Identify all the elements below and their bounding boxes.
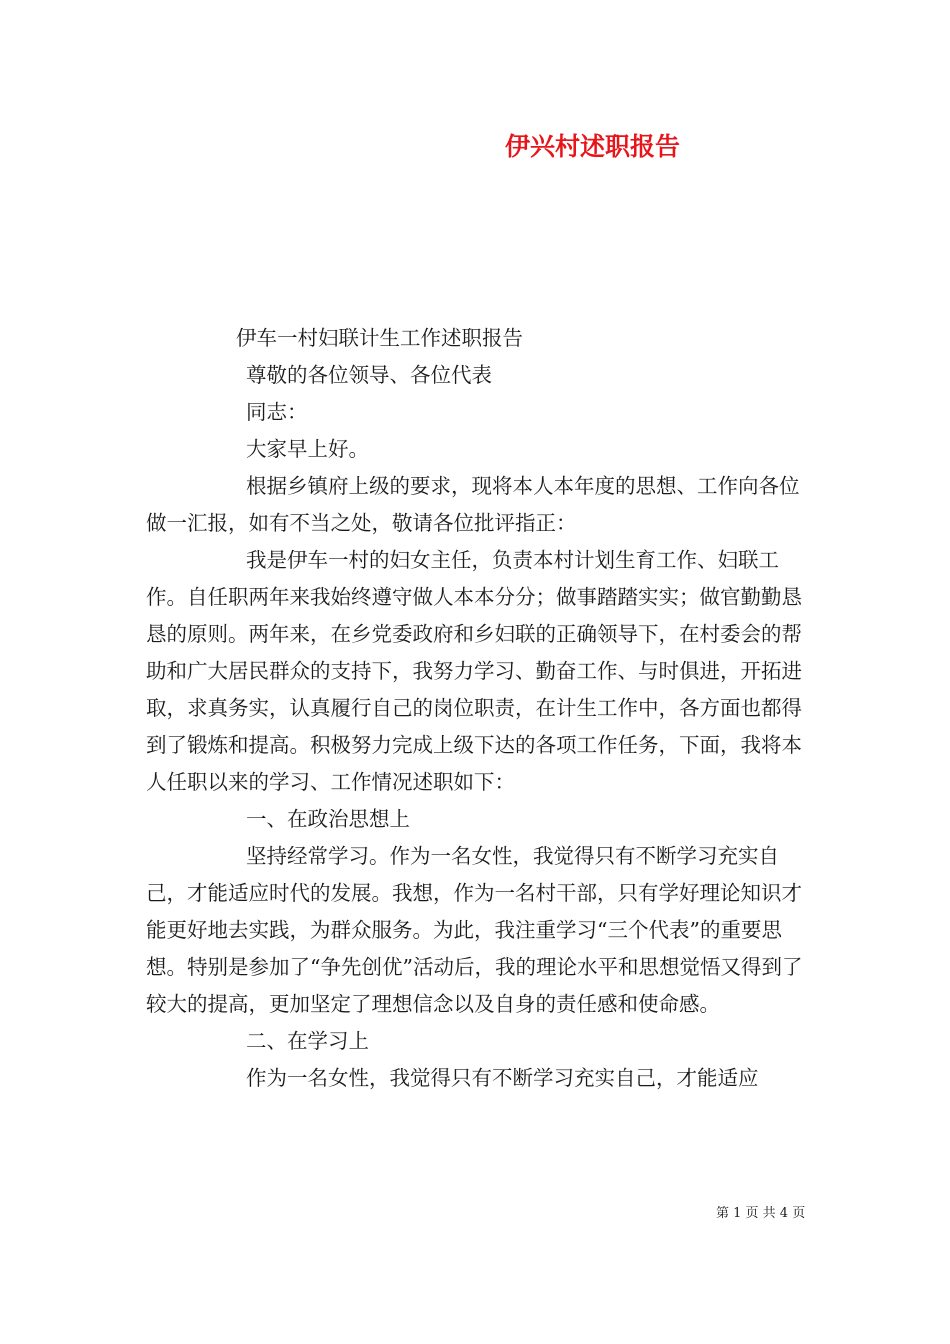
section-heading: 二、在学习上 [246, 1029, 369, 1053]
body-paragraph: 根据乡镇府上级的要求，现将本人本年度的思想、工作向各位做一汇报，如有不当之处，敬请各位批评指正： [146, 474, 800, 535]
body-paragraph: 作为一名女性，我觉得只有不断学习充实自己，才能适应 [246, 1066, 759, 1090]
document-body [146, 320, 806, 1097]
section-heading: 一、在政治思想上 [246, 807, 410, 831]
document-subtitle: 伊车一村妇联计生工作述职报告 [236, 326, 523, 350]
body-paragraph: 坚持经常学习。作为一名女性，我觉得只有不断学习充实自己，才能适应时代的发展。我想，作为一名村干部，只有学好理论知识才能更好地去实践，为群众服务。为此，我注重学习“三个代表”的重要思想。特别是参加了“争先创优”活动后，我的理论水平和思想觉悟又得到了较大的提高，更加坚定了理想信念以及自身的责任感和使命感。 [146, 844, 803, 1016]
page-number-footer: 第 1 页 共 4 页 [716, 1206, 806, 1221]
salutation: 尊敬的各位领导、各位代表 [246, 363, 492, 387]
salutation-continued: 同志： [246, 400, 308, 424]
greeting: 大家早上好。 [246, 437, 369, 461]
body-paragraph: 我是伊车一村的妇女主任，负责本村计划生育工作、妇联工作。自任职两年来我始终遵守做人本本分分；做事踏踏实实；做官勤勤恳恳的原则。两年来，在乡党委政府和乡妇联的正确领导下，在村委会的帮助和广大居民群众的支持下，我努力学习、勤奋工作、与时俱进，开拓进取，求真务实，认真履行自己的岗位职责，在计生工作中，各方面也都得到了锻炼和提高。积极努力完成上级下达的各项工作任务，下面，我将本人任职以来的学习、工作情况述职如下： [146, 548, 802, 794]
document-title: 伊兴村述职报告 [505, 132, 681, 161]
